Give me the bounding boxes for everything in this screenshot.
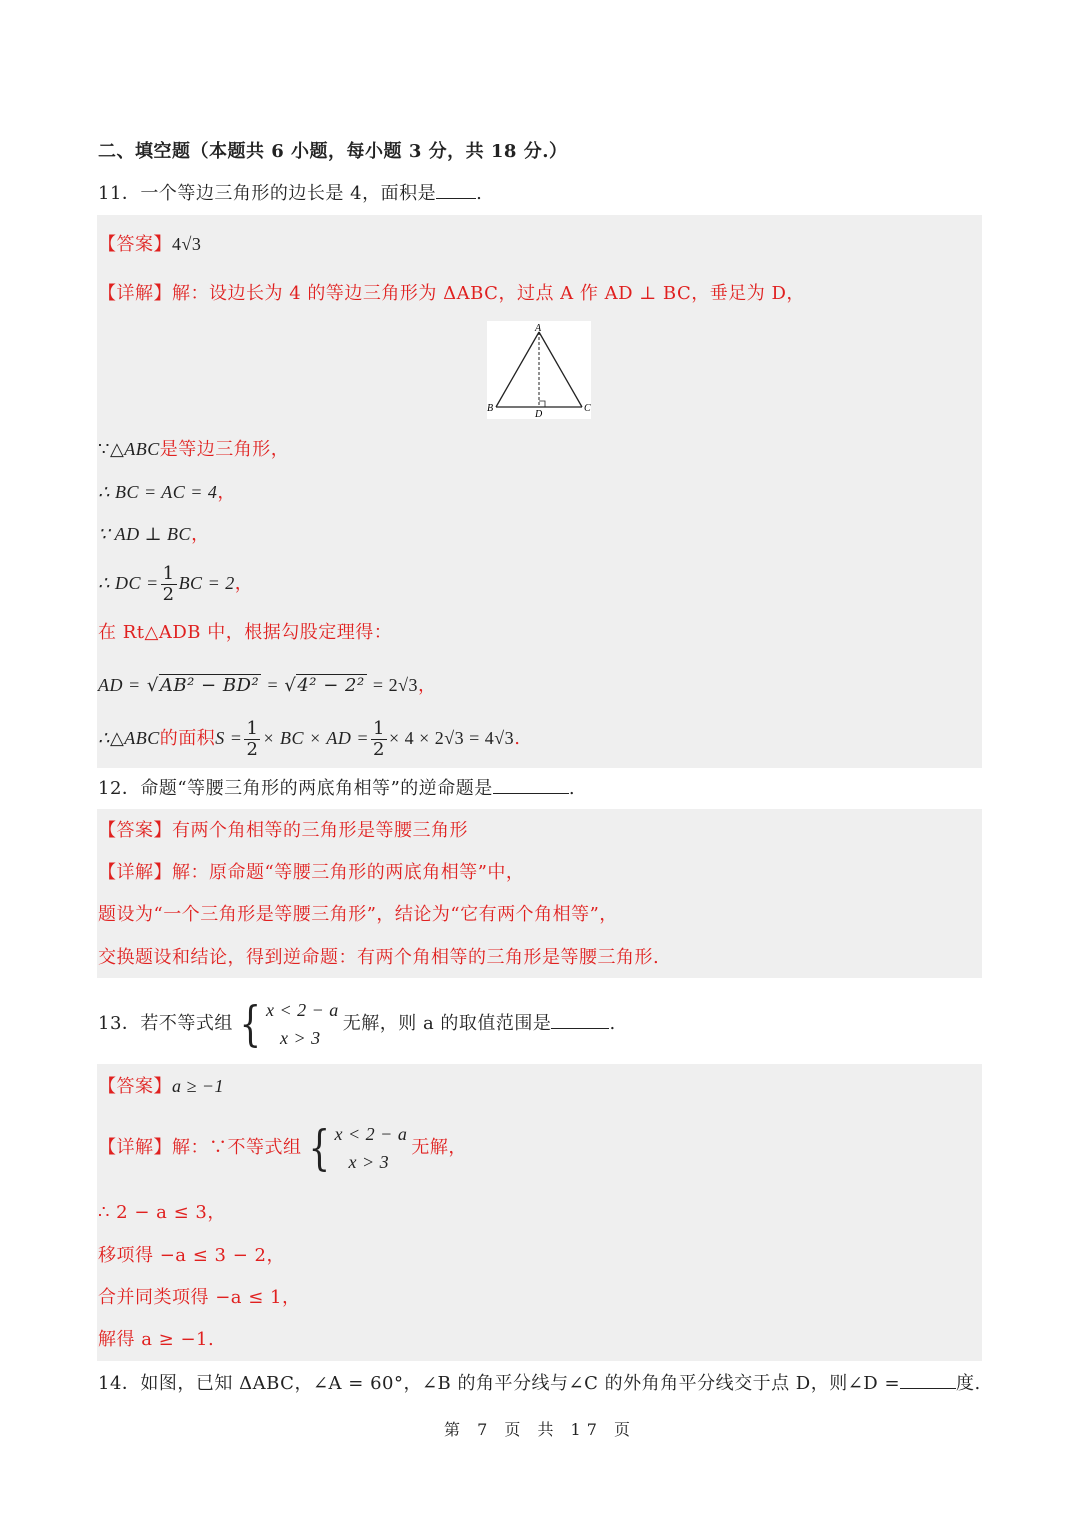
page-footer: 第 7 页 共 17 页 (444, 1420, 636, 1439)
answer-12 (98, 818, 468, 844)
answer-11-value: 4√3 (172, 234, 202, 254)
detail-text-2: 无解， (411, 1137, 467, 1158)
question-12 (98, 776, 575, 802)
detail-text: 是等边三角形， (159, 439, 290, 460)
vertex-label-b: B (487, 403, 494, 414)
question-14-end: 度. (956, 1373, 981, 1394)
vertex-label-c: C (584, 403, 591, 414)
answer-label: 【答案】 (98, 820, 172, 841)
vertex-label-a: A (535, 323, 542, 334)
detail-text: 的面积 (159, 728, 216, 749)
because-symbol: ∵ (98, 439, 110, 460)
question-14-text: 14．如图，已知 ΔABC，∠A = 60°，∠B 的角平分线与∠C 的外角角平分线交于点 D，则∠D = (98, 1373, 901, 1394)
detail-12-line1 (98, 860, 524, 886)
answer-box-13 (97, 1064, 982, 1361)
answer-13-value: a ≥ −1 (172, 1076, 225, 1096)
answer-13 (98, 1073, 224, 1100)
detail-text: 解：原命题“等腰三角形的两底角相等”中， (172, 862, 525, 883)
question-13-text-2: 无解，则 a 的取值范围是 (342, 1013, 552, 1034)
detail-label: 【详解】 (98, 1137, 172, 1158)
answer-blank (551, 1012, 609, 1029)
numerator: 1 (162, 562, 175, 584)
equation: ∵ AD ⊥ BC (98, 524, 192, 544)
answer-11 (98, 231, 201, 258)
answer-blank (436, 182, 476, 199)
detail-label: 【详解】 (98, 862, 172, 883)
square-root-1: √AB² − BD² (146, 675, 260, 696)
question-12-text: 12．命题“等腰三角形的两底角相等”的逆命题是 (98, 778, 493, 799)
inequality-row-2: x > 3 (279, 1028, 321, 1048)
detail-label: 【详解】 (98, 283, 172, 304)
question-11 (98, 181, 482, 207)
triangle-abc: ∴△ABC (98, 728, 160, 748)
question-13 (98, 996, 616, 1052)
detail-11-line7 (98, 715, 520, 762)
question-13-text: 13．若不等式组 (98, 1013, 233, 1034)
denominator: 2 (373, 738, 385, 760)
detail-12-line3: 交换题设和结论，得到逆命题：有两个角相等的三角形是等腰三角形. (98, 947, 660, 968)
fraction-half (371, 719, 387, 760)
answer-blank (900, 1372, 956, 1389)
question-11-text: 11．一个等边三角形的边长是 4，面积是 (98, 183, 437, 204)
foot-label-d: D (535, 409, 543, 419)
question-11-end: . (476, 183, 483, 204)
triangle-figure (487, 321, 591, 419)
answer-label: 【答案】 (98, 234, 172, 255)
triangle-abc: △ABC (109, 439, 160, 459)
equation-lhs: ∴ DC = (98, 573, 159, 593)
fraction-half (161, 564, 177, 605)
radicand: 4² − 2² (297, 675, 365, 696)
equation-rhs: BC = 2 (178, 573, 235, 593)
detail-11-line5: 在 Rt△ADB 中，根据勾股定理得： (98, 622, 393, 643)
detail-11-line1 (98, 436, 289, 463)
brace-icon: { (239, 996, 262, 1052)
radicand: AB² − BD² (159, 675, 260, 696)
detail-13-intro (98, 1120, 467, 1176)
detail-11-intro (98, 281, 805, 307)
inequality-row-2: x > 3 (348, 1152, 390, 1172)
square-root-2: √4² − 2² (284, 675, 365, 696)
detail-13-line4: 解得 a ≥ −1. (98, 1329, 215, 1350)
denominator: 2 (246, 738, 259, 760)
question-14 (98, 1371, 981, 1397)
equation-lhs: AD = (98, 675, 141, 695)
punct: . (514, 728, 521, 749)
detail-13-line2: 移项得 −a ≤ 3 − 2， (98, 1245, 285, 1266)
section-header: 二、填空题（本题共 6 小题，每小题 3 分，共 18 分.） (98, 141, 568, 162)
fraction-half (244, 719, 260, 760)
answer-blank (493, 777, 569, 794)
question-12-end: . (568, 778, 576, 799)
equation-rhs: = 2√3 (372, 675, 418, 695)
area-symbol: S = (215, 728, 243, 748)
inequality-system (304, 1120, 408, 1176)
detail-12-line2: 题设为“一个三角形是等腰三角形”，结论为“它有两个角相等”， (98, 904, 618, 925)
inequality-system (235, 996, 339, 1052)
denominator: 2 (162, 583, 175, 605)
equation-mid: × BC × AD = (262, 728, 370, 748)
detail-11-line6 (98, 672, 436, 699)
punct: ， (417, 675, 437, 696)
inequality-row-1: x < 2 − a (334, 1124, 408, 1144)
inequality-row-1: x < 2 − a (265, 1000, 339, 1020)
detail-13-line1: ∴ 2 − a ≤ 3， (98, 1202, 226, 1223)
punct: ， (217, 482, 236, 503)
answer-label: 【答案】 (98, 1076, 172, 1097)
detail-11-line2 (98, 479, 236, 506)
equation-rhs: × 4 × 2√3 = 4√3 (388, 728, 515, 748)
equals: = (267, 675, 279, 695)
punct: ， (191, 524, 210, 545)
brace-icon: { (308, 1120, 330, 1176)
numerator: 1 (246, 717, 259, 739)
equation: ∴ BC = AC = 4 (98, 482, 218, 502)
detail-13-line3: 合并同类项得 −a ≤ 1， (98, 1287, 301, 1308)
detail-11-line4 (98, 560, 253, 607)
detail-11-intro-text: 解：设边长为 4 的等边三角形为 ΔABC，过点 A 作 AD ⊥ BC，垂足为 D， (172, 283, 805, 304)
numerator: 1 (373, 717, 385, 739)
punct: ， (234, 573, 254, 594)
detail-11-line3 (98, 521, 210, 548)
question-13-end: . (609, 1013, 616, 1034)
answer-12-text: 有两个角相等的三角形是等腰三角形 (172, 820, 468, 841)
detail-text: 解：∵不等式组 (172, 1137, 302, 1158)
